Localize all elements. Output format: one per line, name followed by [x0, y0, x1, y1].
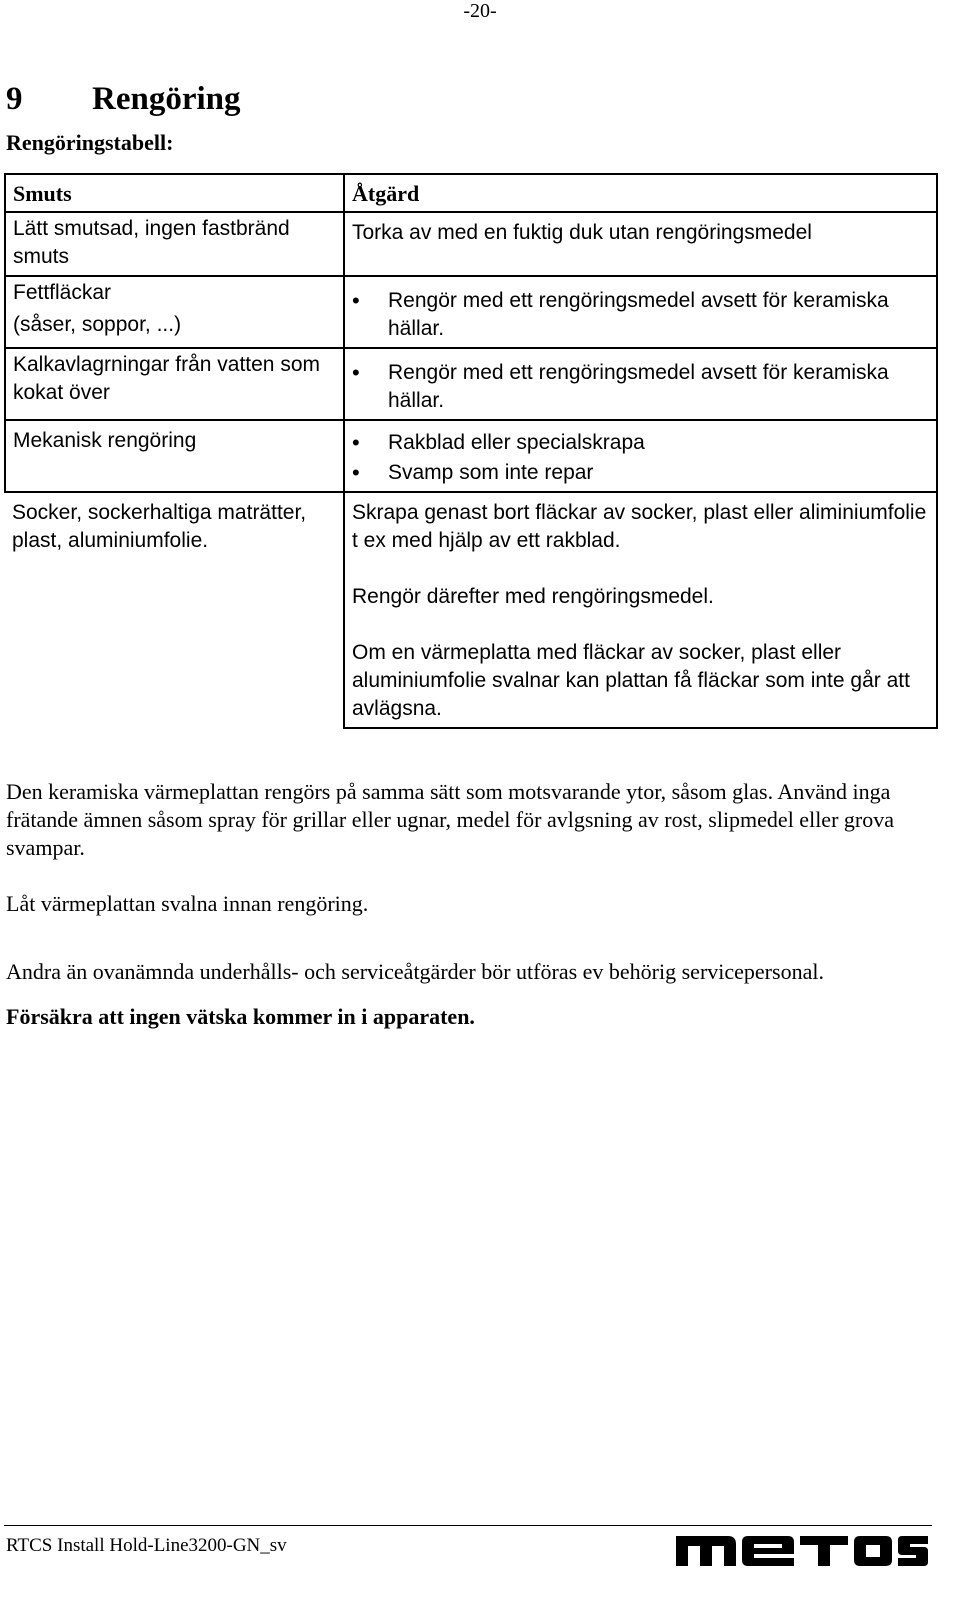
metos-logo-icon [676, 1532, 928, 1568]
table-row [5, 420, 937, 492]
table-row [5, 348, 937, 420]
paragraph-cool-down: Låt värmeplattan svalna innan rengöring. [6, 891, 369, 916]
action-bullet: • Rakblad eller specialskrapa [352, 429, 930, 457]
action-cell [344, 492, 937, 728]
section-number: 9 [6, 81, 23, 117]
table-row [5, 212, 937, 276]
dirt-cell: Kalkavlagrningar från vatten som kokat över [5, 348, 344, 420]
footer-divider [4, 1525, 932, 1526]
table-row [5, 492, 937, 728]
section-heading [6, 80, 241, 118]
paragraph-service: Andra än ovanämnda underhålls- och serviceåtgärder bör utföras ev behörig servicepersonal. [6, 959, 824, 984]
dirt-cell: Socker, sockerhaltiga maträtter, plast, aluminiumfolie. [5, 492, 344, 728]
table-caption: Rengöringstabell: [6, 130, 174, 155]
section-title: Rengöring [92, 81, 241, 117]
footer-doc-id: RTCS Install Hold-Line3200-GN_sv [6, 1535, 287, 1556]
action-paragraph: Rengör därefter med rengöringsmedel. [352, 585, 714, 608]
cleaning-table [4, 173, 938, 729]
header-dirt: Smuts [5, 174, 344, 212]
metos-logo [676, 1532, 928, 1573]
action-bullet: • Svamp som inte repar [352, 459, 930, 487]
paragraph-cleaning-method: Den keramiska värmeplattan rengörs på samma sätt som motsvarande ytor, såsom glas. Använd inga frätande ämnen såsom spray för grillar eller ugnar, medel för avlgsning av rost, slipmedel eller grova svampar. [6, 779, 894, 860]
action-list [352, 359, 930, 415]
action-cell: Torka av med en fuktig duk utan rengöringsmedel [344, 212, 937, 276]
action-list [352, 287, 930, 343]
dirt-line: (såser, soppor, ...) [13, 313, 182, 336]
action-cell [344, 276, 937, 348]
action-bullet: • Rengör med ett rengöringsmedel avsett för keramiska hällar. [352, 287, 930, 343]
action-cell [344, 420, 937, 492]
action-paragraph: Skrapa genast bort fläckar av socker, plast eller aliminiumfolie t ex med hjälp av ett rakblad. [352, 501, 927, 552]
action-bullet: • Rengör med ett rengöringsmedel avsett för keramiska hällar. [352, 359, 930, 415]
action-cell [344, 348, 937, 420]
page-number: -20- [463, 0, 497, 22]
dirt-line: Fettfläckar [13, 281, 112, 304]
action-list [352, 429, 930, 487]
table-header-row [5, 174, 937, 212]
dirt-cell: Mekanisk rengöring [5, 420, 344, 492]
paragraph-warning: Försäkra att ingen vätska kommer in i apparaten. [6, 1004, 475, 1029]
table-row [5, 276, 937, 348]
dirt-cell [5, 276, 344, 348]
action-paragraph: Om en värmeplatta med fläckar av socker, plast eller aluminiumfolie svalnar kan plattan få fläckar som inte går att avlägsna. [352, 641, 910, 720]
header-action: Åtgärd [344, 174, 937, 212]
dirt-cell: Lätt smutsad, ingen fastbränd smuts [5, 212, 344, 276]
